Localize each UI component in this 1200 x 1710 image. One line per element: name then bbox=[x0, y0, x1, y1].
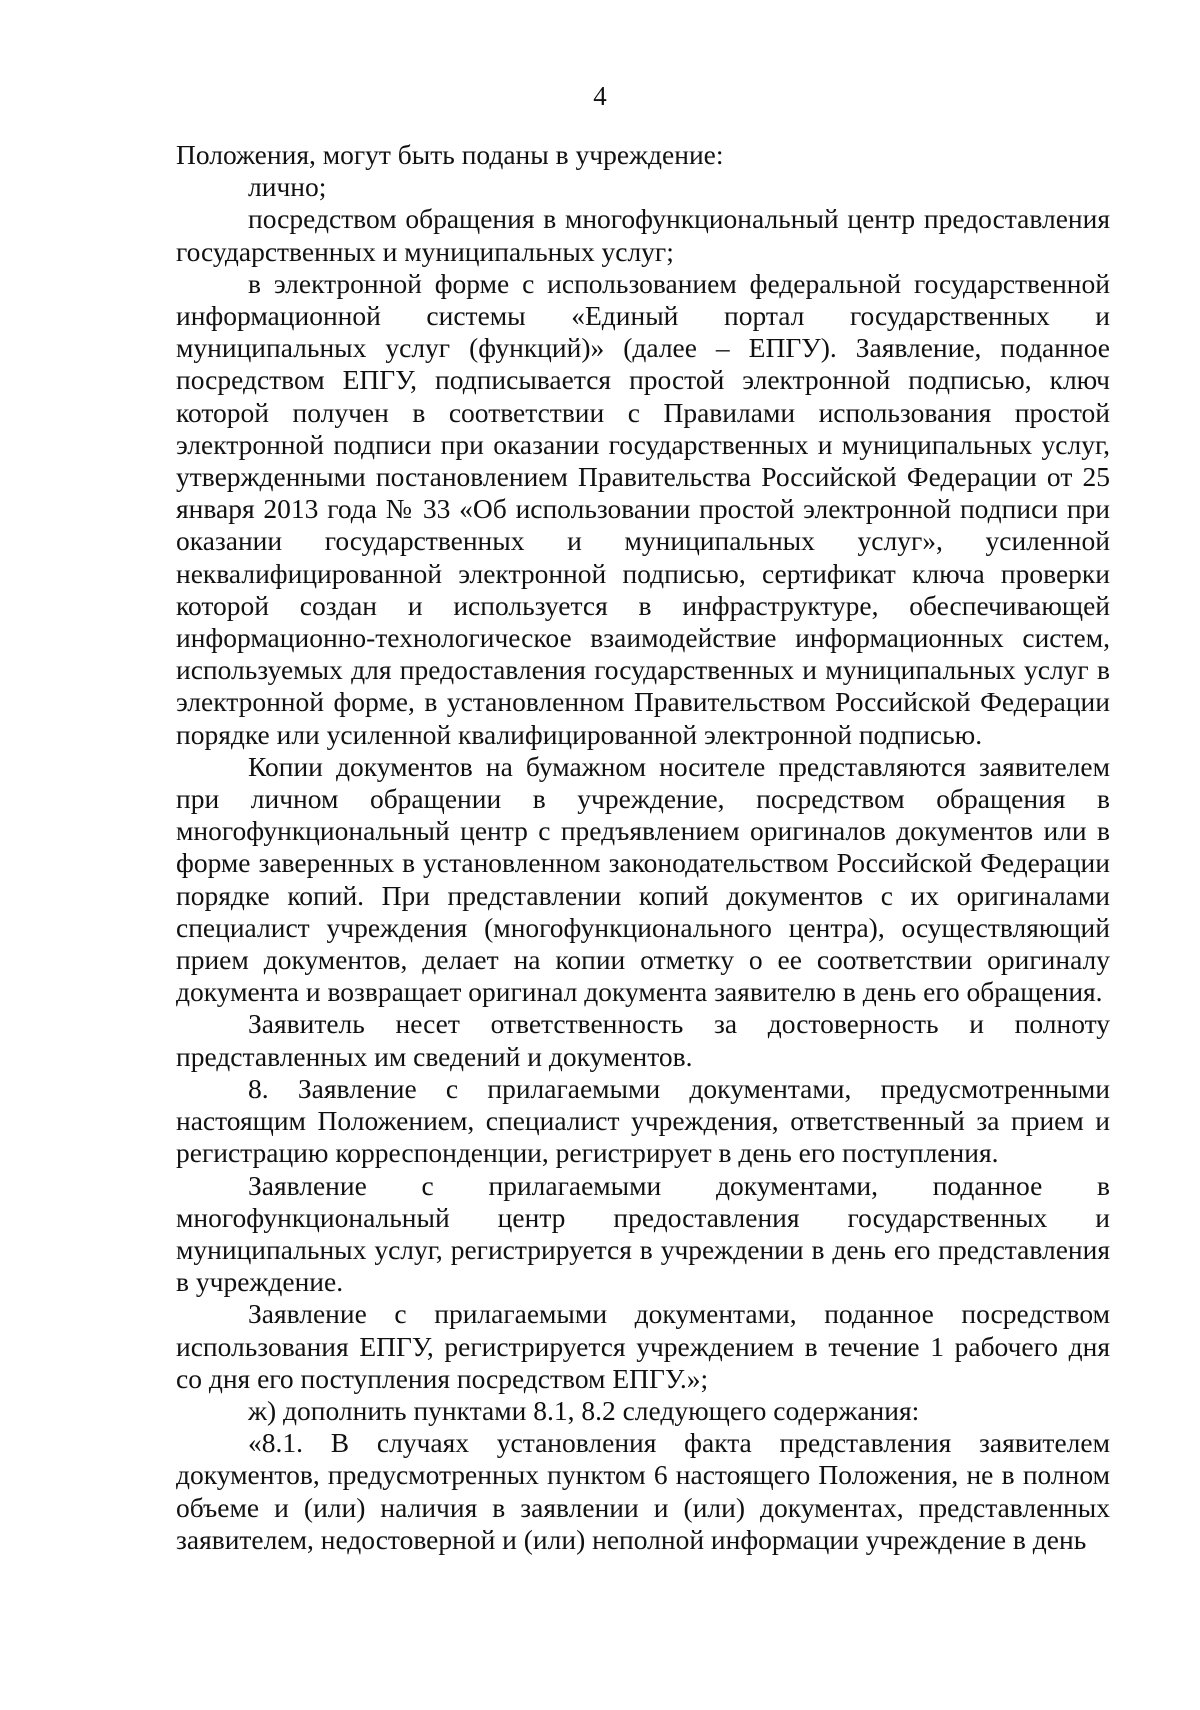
document-body bbox=[176, 139, 1110, 1556]
paragraph-epgu-registration: Заявление с прилагаемыми документами, поданное посредством использования ЕПГУ, регистрируется учреждением в течение 1 рабочего дня со дня его поступления посредством ЕПГУ.»; bbox=[176, 1298, 1110, 1394]
paragraph-item-8-1: «8.1. В случаях установления факта представления заявителем документов, предусмотренных пунктом 6 настоящего Положения, не в полном объеме и (или) наличия в заявлении и (или) документах, представленных заявителем, недостоверной и (или) неполной информации учреждение в день bbox=[176, 1427, 1110, 1555]
paragraph-electronic-form: в электронной форме с использованием федеральной государственной информационной системы «Единый портал государственных и муниципальных услуг (функций)» (далее – ЕПГУ). Заявление, поданное посредством ЕПГУ, подписывается простой электронной подписью, ключ которой получен в соответствии с Правилами использования простой электронной подписи при оказании государственных и муниципальных услуг, утвержденными постановлением Правительства Российской Федерации от 25 января 2013 года № 33 «Об использовании простой электронной подписи при оказании государственных и муниципальных услуг», усиленной неквалифицированной электронной подписью, сертификат ключа проверки которой создан и используется в инфраструктуре, обеспечивающей информационно-технологическое взаимодействие информационных систем, используемых для предоставления государственных и муниципальных услуг в электронной форме, в установленном Правительством Российской Федерации порядке или усиленной квалифицированной электронной подписью. bbox=[176, 267, 1110, 750]
paragraph-responsibility: Заявитель несет ответственность за достоверность и полноту представленных им сведений и документов. bbox=[176, 1008, 1110, 1072]
paragraph-continuation: Положения, могут быть поданы в учреждение: bbox=[176, 139, 724, 170]
paragraph-mfc: посредством обращения в многофункциональный центр предоставления государственных и муниципальных услуг; bbox=[176, 203, 1110, 267]
paragraph-amendment-zh: ж) дополнить пунктами 8.1, 8.2 следующего содержания: bbox=[248, 1394, 920, 1426]
paragraph-item-8: 8. Заявление с прилагаемыми документами, предусмотренными настоящим Положением, специалист учреждения, ответственный за прием и регистрацию корреспонденции, регистрирует в день его поступления. bbox=[176, 1072, 1110, 1169]
page-number: 4 bbox=[593, 81, 607, 111]
paragraph-mfc-registration: Заявление с прилагаемыми документами, поданное в многофункциональный центр предоставления государственных и муниципальных услуг, регистрируется в учреждении в день его представления в учреждение. bbox=[176, 1169, 1110, 1298]
paragraph-document-copies: Копии документов на бумажном носителе представляются заявителем при личном обращении в учреждение, посредством обращения в многофункциональный центр с предъявлением оригиналов документов или в форме заверенных в установленном законодательством Российской Федерации порядке копий. При представлении копий документов с их оригиналами специалист учреждения (многофункционального центра), осуществляющий прием документов, делает на копии отметку о ее соответствии оригиналу документа и возвращает оригинал документа заявителю в день его обращения. bbox=[176, 750, 1110, 1008]
paragraph-in-person: лично; bbox=[248, 171, 327, 203]
